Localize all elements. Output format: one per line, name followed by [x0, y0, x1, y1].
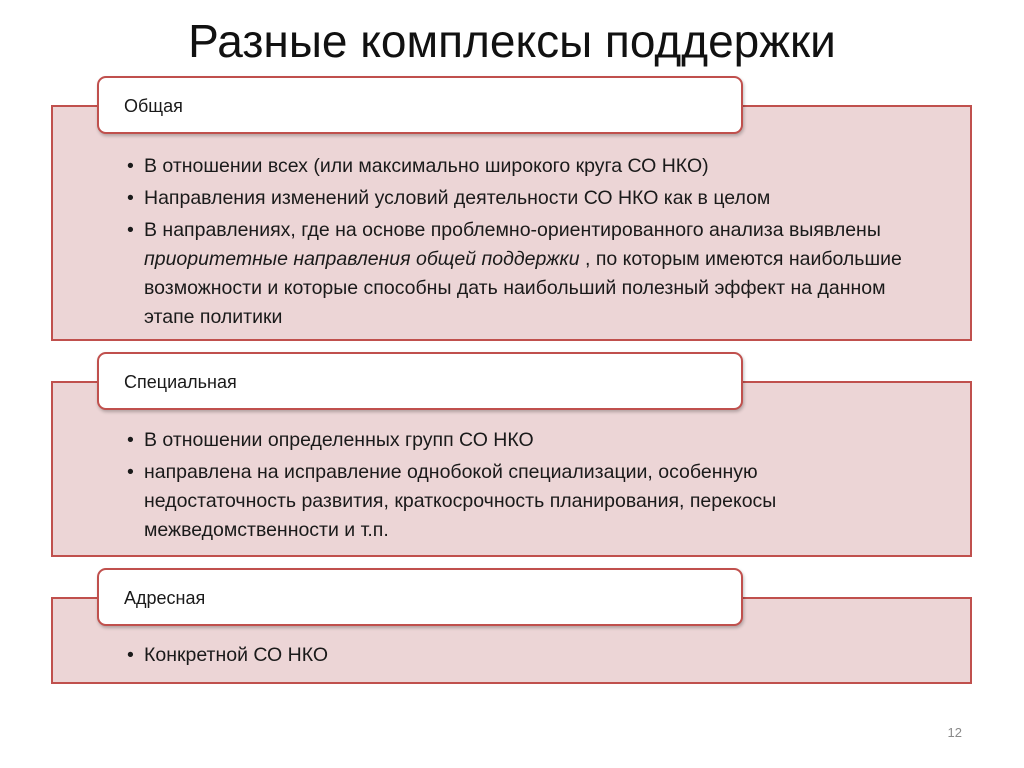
- bullet-item: [127, 152, 907, 181]
- bullet-text-emphasis: приоритетные направления общей поддержки: [144, 248, 580, 270]
- section-targeted-label-box: [97, 568, 743, 626]
- section-targeted-bullets: [127, 641, 907, 673]
- section-special-label-box: [97, 352, 743, 410]
- bullet-item: [127, 216, 907, 332]
- section-general-bullets: [127, 152, 907, 335]
- section-general-label-box: [97, 76, 743, 134]
- section-targeted-label: Адресная: [124, 588, 206, 608]
- bullet-icon: •: [127, 155, 134, 177]
- section-general-panel: [51, 105, 972, 341]
- bullet-text: Конкретной СО НКО: [144, 644, 329, 666]
- bullet-icon: •: [127, 644, 134, 666]
- slide-title: Разные комплексы поддержки: [188, 15, 836, 67]
- bullet-icon: •: [127, 461, 134, 483]
- bullet-text: направлена на исправление однобокой специализации, особенную недостаточность развития, краткосрочность планирования, перекосы межведомственности и т.п.: [144, 461, 777, 541]
- bullet-item: [127, 641, 907, 670]
- section-general-label: Общая: [124, 96, 183, 116]
- bullet-icon: •: [127, 219, 134, 241]
- bullet-item: [127, 426, 907, 455]
- bullet-text: В отношении всех (или максимально широкого круга СО НКО): [144, 155, 709, 177]
- bullet-text: В отношении определенных групп СО НКО: [144, 429, 534, 451]
- bullet-text: Направления изменений условий деятельности СО НКО как в целом: [144, 187, 771, 209]
- bullet-icon: •: [127, 187, 134, 209]
- bullet-text-after: , по которым имеются наибольшие возможности и которые способны дать наибольший полезный эффект на данном этапе политики: [144, 248, 902, 328]
- bullet-text-before: В направлениях, где на основе проблемно-ориентированного анализа выявлены: [144, 219, 881, 241]
- page-number: 12: [947, 725, 962, 740]
- bullet-item: [127, 184, 907, 213]
- section-special-bullets: [127, 426, 907, 548]
- bullet-item: [127, 458, 907, 545]
- bullet-icon: •: [127, 429, 134, 451]
- section-special-label: Специальная: [124, 372, 237, 392]
